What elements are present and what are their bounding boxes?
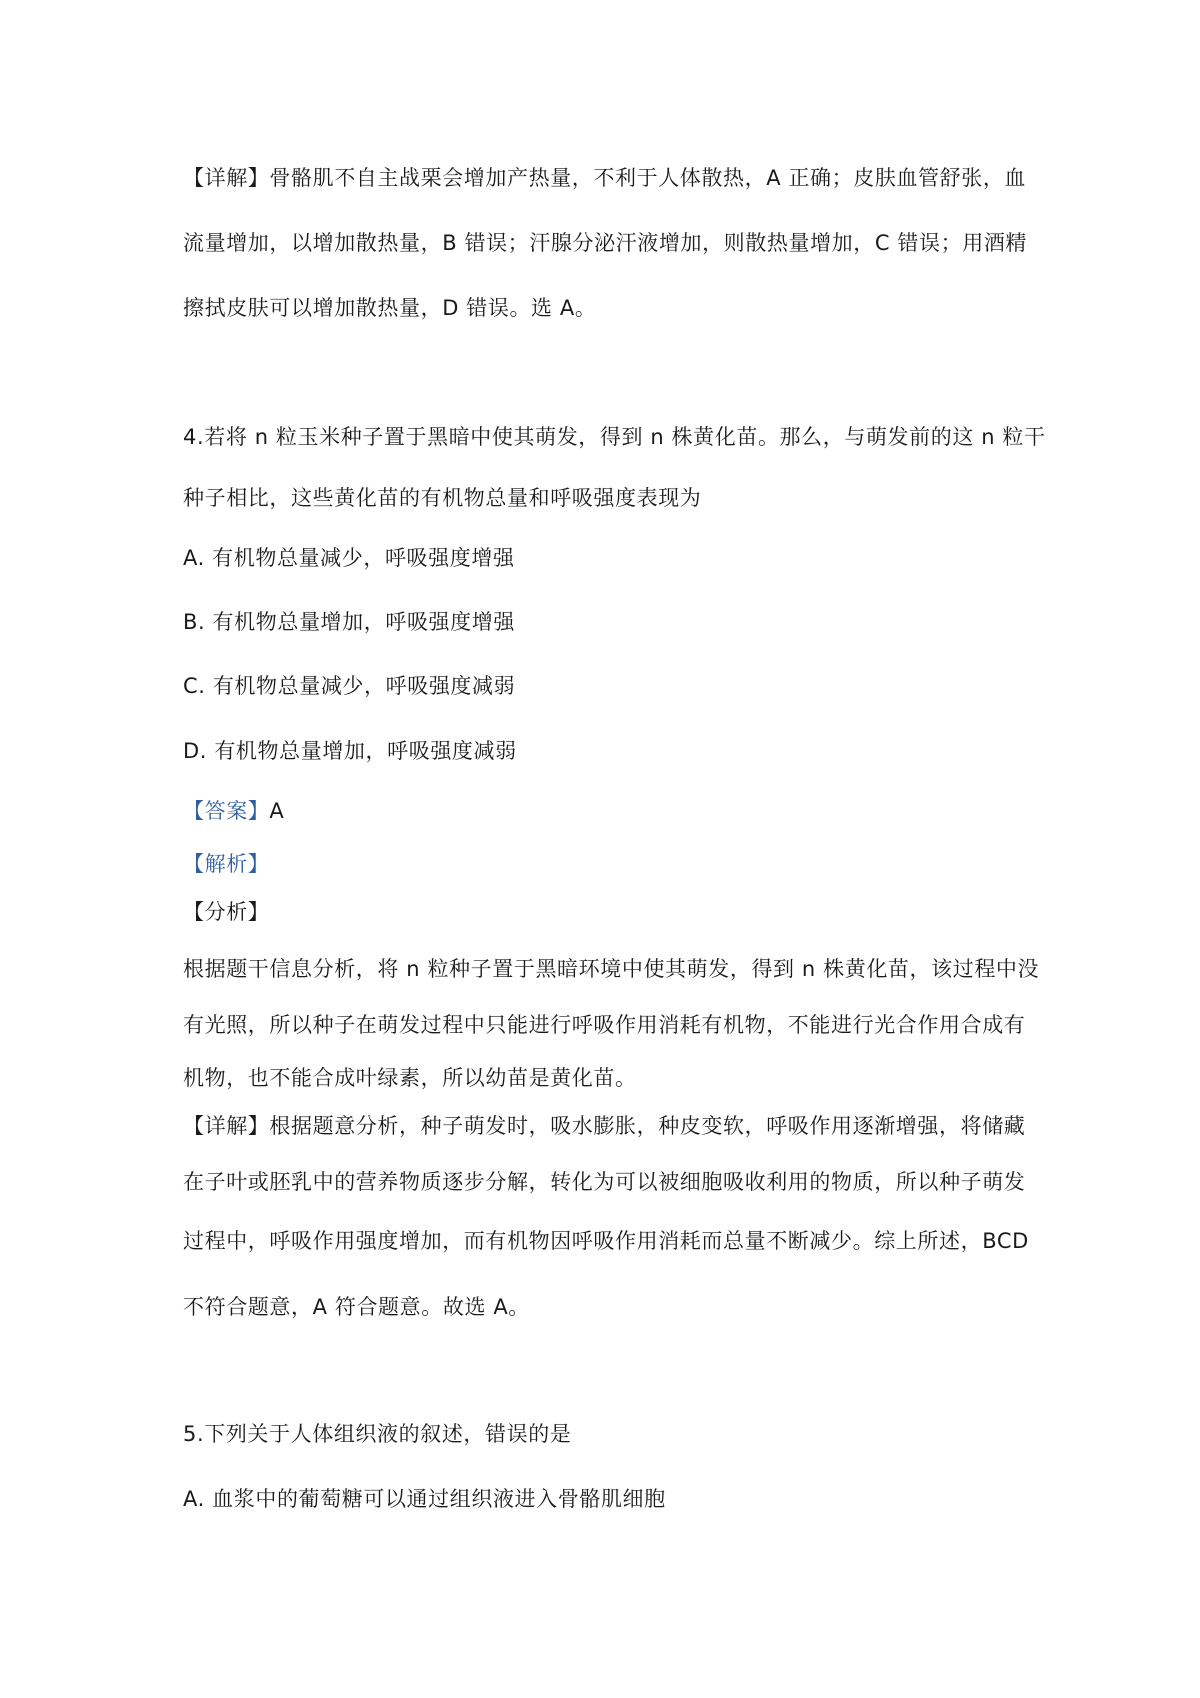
question-4-stem-line-1: 4.若将 n 粒玉米种子置于黑暗中使其萌发，得到 n 株黄化苗。那么，与萌发前的这 n 粒干 bbox=[183, 425, 1046, 449]
answer-label: 【答案】 bbox=[183, 799, 270, 823]
fenxi-line-3: 机物，也不能合成叶绿素，所以幼苗是黄化苗。 bbox=[183, 1066, 637, 1090]
question-5-option-a: A. 血浆中的葡萄糖可以通过组织液进入骨骼肌细胞 bbox=[183, 1487, 666, 1511]
question-4-option-b: B. 有机物总量增加，呼吸强度增强 bbox=[183, 610, 515, 634]
detail-4-line-1: 【详解】根据题意分析，种子萌发时，吸水膨胀，种皮变软，呼吸作用逐渐增强，将储藏 bbox=[183, 1114, 1026, 1138]
question-4-option-d: D. 有机物总量增加，呼吸强度减弱 bbox=[183, 739, 517, 763]
fenxi-line-2: 有光照，所以种子在萌发过程中只能进行呼吸作用消耗有机物，不能进行光合作用合成有 bbox=[183, 1013, 1026, 1037]
question-5-stem: 5.下列关于人体组织液的叙述，错误的是 bbox=[183, 1422, 572, 1446]
answer-line bbox=[183, 796, 284, 826]
analysis-label: 【解析】 bbox=[183, 852, 270, 876]
detail-4-line-4: 不符合题意，A 符合题意。故选 A。 bbox=[183, 1295, 530, 1319]
detail-4-line-2: 在子叶或胚乳中的营养物质逐步分解，转化为可以被细胞吸收利用的物质，所以种子萌发 bbox=[183, 1170, 1026, 1194]
detail-line-1: 【详解】骨骼肌不自主战栗会增加产热量，不利于人体散热，A 正确；皮肤血管舒张，血 bbox=[183, 166, 1027, 190]
question-4-option-a: A. 有机物总量减少，呼吸强度增强 bbox=[183, 546, 515, 570]
detail-line-3: 擦拭皮肤可以增加散热量，D 错误。选 A。 bbox=[183, 296, 597, 320]
fenxi-label: 【分析】 bbox=[183, 900, 270, 924]
question-4-stem-line-2: 种子相比，这些黄化苗的有机物总量和呼吸强度表现为 bbox=[183, 486, 702, 510]
detail-4-line-3: 过程中，呼吸作用强度增加，而有机物因呼吸作用消耗而总量不断减少。综上所述，BCD bbox=[183, 1229, 1029, 1253]
fenxi-line-1: 根据题干信息分析，将 n 粒种子置于黑暗环境中使其萌发，得到 n 株黄化苗，该过程中没 bbox=[183, 957, 1040, 981]
answer-value: A bbox=[269, 799, 285, 823]
detail-line-2: 流量增加，以增加散热量，B 错误；汗腺分泌汗液增加，则散热量增加，C 错误；用酒精 bbox=[183, 231, 1028, 255]
question-4-option-c: C. 有机物总量减少，呼吸强度减弱 bbox=[183, 674, 516, 698]
